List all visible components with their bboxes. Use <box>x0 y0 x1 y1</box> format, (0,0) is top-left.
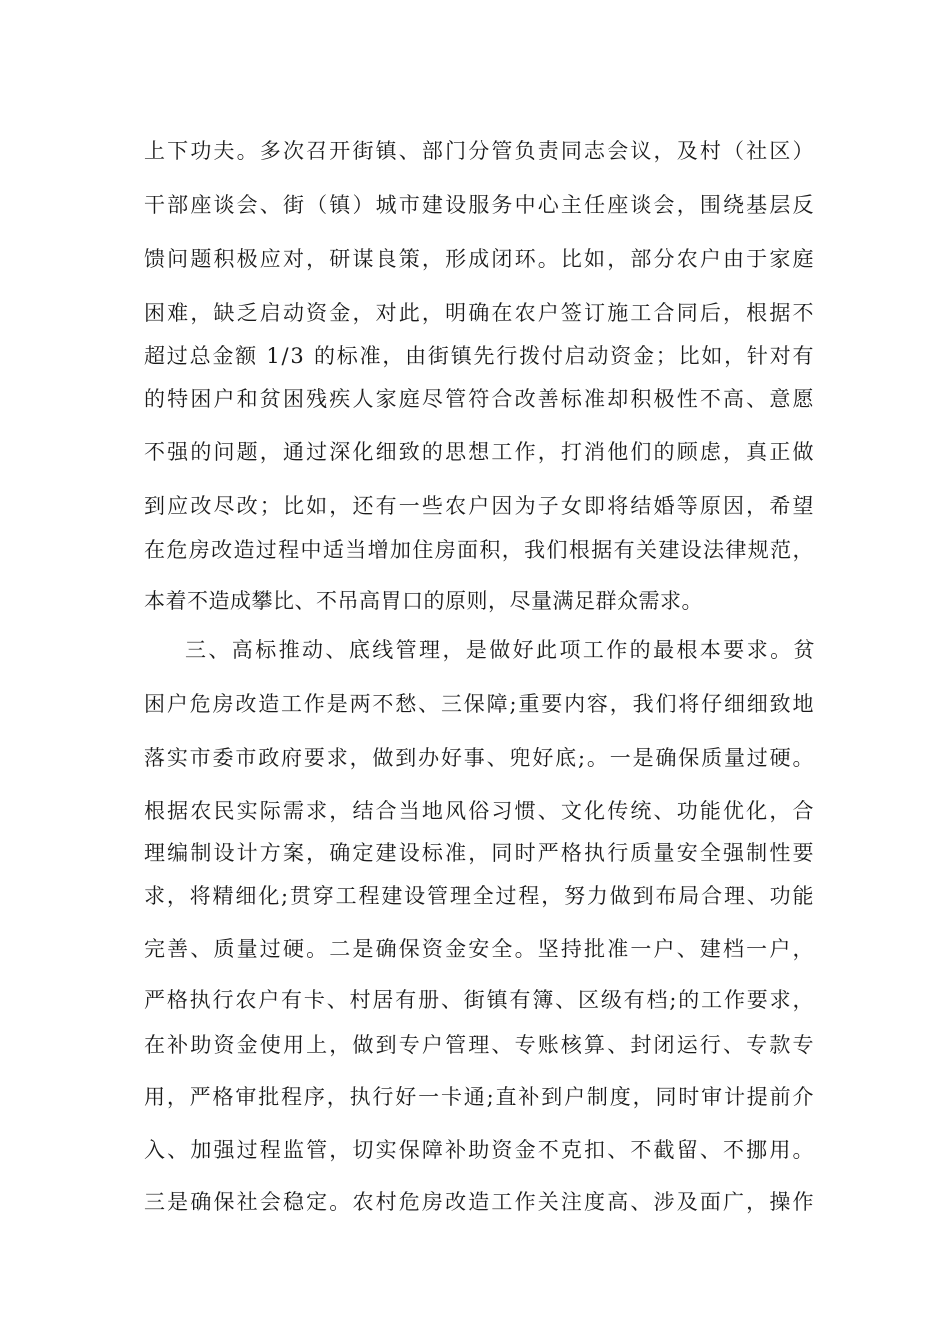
text-line: 求，将精细化;贯穿工程建设管理全过程，努力做到布局合理、功能 <box>144 884 816 908</box>
text-line: 的特困户和贫困残疾人家庭尽管符合改善标准却积极性不高、意愿 <box>144 387 816 411</box>
text-line: 本着不造成攀比、不吊高胃口的原则，尽量满足群众需求。 <box>144 589 703 613</box>
text-line: 馈问题积极应对，研谋良策，形成闭环。比如，部分农户由于家庭 <box>144 247 816 271</box>
text-line: 困户危房改造工作是两不愁、三保障;重要内容，我们将仔细细致地 <box>144 692 816 716</box>
paragraph-start-line: 三、高标推动、底线管理，是做好此项工作的最根本要求。贫 <box>185 638 817 662</box>
text-line: 用，严格审批程序，执行好一卡通;直补到户制度，同时审计提前介 <box>144 1085 816 1109</box>
text-line: 在危房改造过程中适当增加住房面积，我们根据有关建设法律规范， <box>144 538 815 562</box>
text-line: 不强的问题，通过深化细致的思想工作，打消他们的顾虑，真正做 <box>144 440 816 464</box>
text-line: 超过总金额 1/3 的标准，由街镇先行拨付启动资金；比如，针对有 <box>144 344 816 368</box>
text-line: 上下功夫。多次召开街镇、部门分管负责同志会议，及村（社区） <box>144 139 816 163</box>
text-line: 到应改尽改；比如，还有一些农户因为子女即将结婚等原因，希望 <box>144 494 816 518</box>
text-line: 理编制设计方案，确定建设标准，同时严格执行质量安全强制性要 <box>144 841 816 865</box>
text-line: 干部座谈会、街（镇）城市建设服务中心主任座谈会，围绕基层反 <box>144 193 816 217</box>
text-line: 落实市委市政府要求，做到办好事、兜好底;。一是确保质量过硬。 <box>144 746 816 770</box>
text-line: 困难，缺乏启动资金，对此，明确在农户签订施工合同后，根据不 <box>144 301 816 325</box>
text-line: 完善、质量过硬。二是确保资金安全。坚持批准一户、建档一户， <box>144 937 816 961</box>
text-line: 入、加强过程监管，切实保障补助资金不克扣、不截留、不挪用。 <box>144 1138 816 1162</box>
text-line: 三是确保社会稳定。农村危房改造工作关注度高、涉及面广，操作 <box>144 1190 816 1214</box>
text-line: 严格执行农户有卡、村居有册、街镇有簿、区级有档;的工作要求， <box>144 988 816 1012</box>
text-line: 根据农民实际需求，结合当地风俗习惯、文化传统、功能优化，合 <box>144 799 816 823</box>
text-line: 在补助资金使用上，做到专户管理、专账核算、封闭运行、专款专 <box>144 1033 816 1057</box>
